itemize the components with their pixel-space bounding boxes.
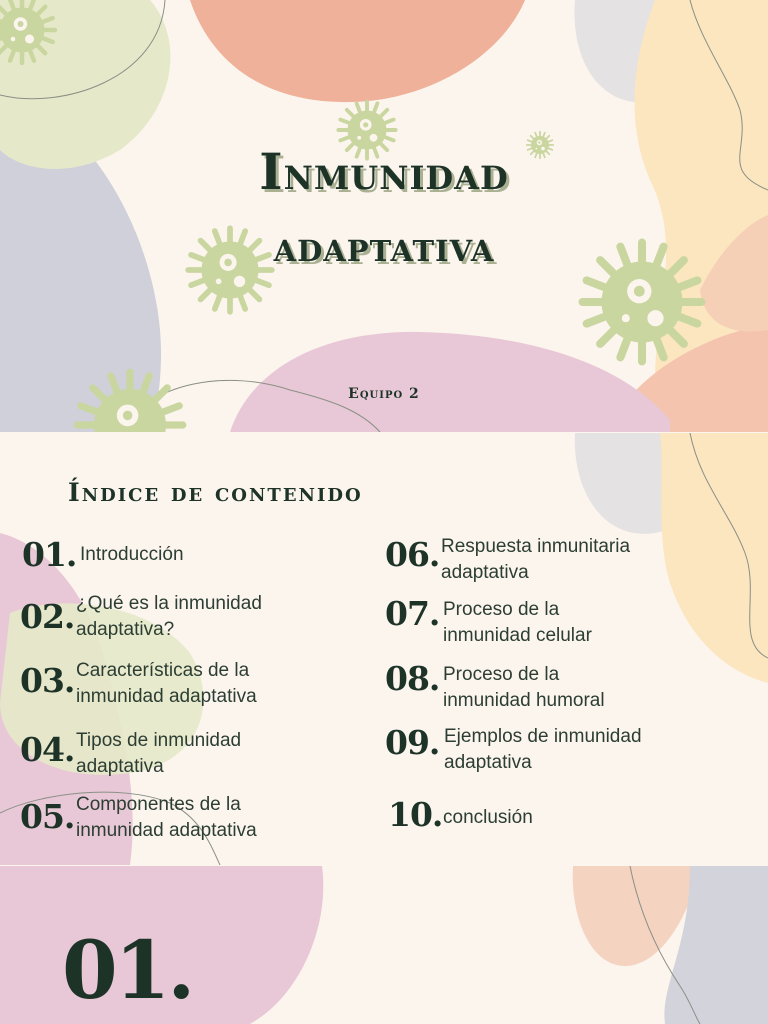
index-item-text: Componentes de la inmunidad adaptativa bbox=[76, 794, 257, 841]
index-item-text: conclusión bbox=[443, 807, 533, 828]
index-item-text: Proceso de la inmunidad celular bbox=[443, 599, 592, 646]
index-item-text: Proceso de la inmunidad humoral bbox=[443, 664, 605, 711]
index-item-text: Características de la inmunidad adaptativa bbox=[76, 660, 257, 707]
index-item-number: 07. bbox=[385, 594, 440, 633]
index-item-number: 05. bbox=[20, 797, 75, 836]
index-item-text: Introducción bbox=[80, 544, 184, 565]
index-item-text: Respuesta inmunitaria adaptativa bbox=[441, 536, 631, 583]
index-item-number: 04. bbox=[20, 730, 75, 769]
index-item-text: ¿Qué es la inmunidad adaptativa? bbox=[76, 593, 262, 640]
virus-icon bbox=[77, 372, 183, 432]
index-item-number: 06. bbox=[385, 535, 440, 574]
index-item-number: 01. bbox=[22, 535, 77, 574]
section-number: 01. bbox=[62, 923, 193, 1017]
title-rest: nmunidad bbox=[283, 146, 509, 200]
virus-icon-group bbox=[0, 0, 768, 432]
index-item-number: 10. bbox=[388, 795, 443, 834]
cover-title-line-1 bbox=[0, 142, 768, 201]
virus-icon bbox=[0, 0, 55, 63]
cover-slide bbox=[0, 0, 768, 432]
index-item-text: Ejemplos de inmunidad adaptativa bbox=[444, 726, 642, 773]
index-item-number: 02. bbox=[20, 597, 75, 636]
index-title: Índice de contenido bbox=[68, 478, 363, 507]
title-initial: I bbox=[259, 142, 284, 201]
index-item-text: Tipos de inmunidad adaptativa bbox=[76, 730, 242, 777]
index-item-number: 08. bbox=[385, 659, 440, 698]
index-item-number: 09. bbox=[385, 723, 440, 762]
index-item-number: 03. bbox=[20, 661, 75, 700]
team-label: Equipo 2 bbox=[348, 386, 420, 402]
cover-title-line-2: adaptativa bbox=[273, 222, 495, 271]
